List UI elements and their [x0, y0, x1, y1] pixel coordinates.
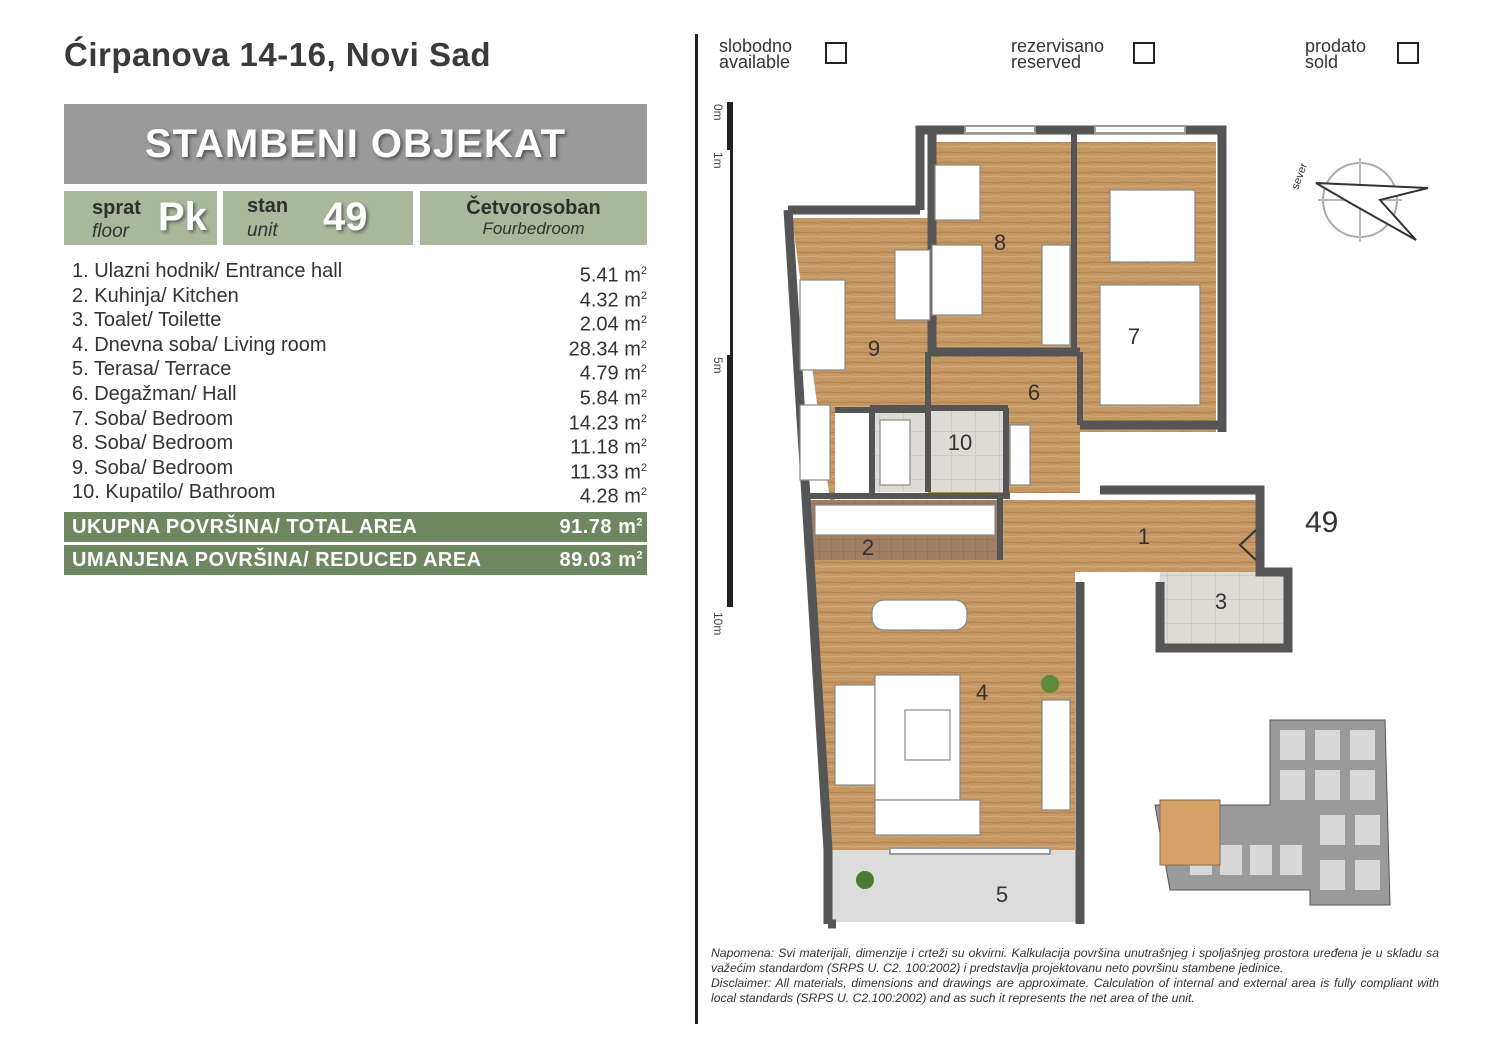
scale-bar-segment — [727, 355, 733, 607]
scale-bar-segment — [727, 102, 733, 150]
room-number: 8 — [993, 230, 1007, 255]
floor-value: Pk — [158, 195, 207, 239]
floor-label: sprat — [92, 197, 141, 219]
room-number: 2 — [861, 535, 875, 560]
scale-label: 0m — [711, 104, 725, 121]
room-number: 7 — [1127, 324, 1141, 349]
total-area-label: UKUPNA POVRŠINA/ TOTAL AREA — [72, 515, 418, 538]
room-number: 1 — [1137, 524, 1151, 549]
scale-label: 5m — [711, 357, 725, 374]
type-label-en: Fourbedroom — [482, 219, 585, 238]
list-item: 2. Kuhinja/ Kitchen 4.32 $m^2$ — [72, 284, 647, 312]
list-item: 9. Soba/ Bedroom 11.33 $m^2$ — [72, 456, 647, 484]
legend-reserved: rezervisano reserved — [1011, 38, 1104, 70]
list-item: 3. Toalet/ Toilette 2.04 $m^2$ — [72, 309, 647, 336]
compass-label: sever — [1289, 161, 1311, 192]
room-number: 5 — [995, 882, 1009, 907]
floor-label-en: floor — [92, 221, 129, 242]
room-number: 10 — [947, 430, 973, 455]
list-item: 6. Degažman/ Hall 5.84 $m^2$ — [72, 382, 647, 410]
page-title: Ćirpanova 14-16, Novi Sad — [64, 36, 491, 73]
unit-box — [223, 191, 413, 245]
unit-value: 49 — [323, 195, 368, 239]
type-box — [420, 191, 647, 245]
reduced-area-bar — [64, 545, 647, 575]
list-item: 1. Ulazni hodnik/ Entrance hall 5.41 $m^2$ — [72, 260, 647, 287]
divider — [695, 34, 698, 1024]
unit-label: stan — [247, 195, 289, 217]
sold-checkbox[interactable] — [1397, 42, 1419, 64]
legend-available: slobodno available — [719, 38, 792, 70]
reduced-area-value: 89.03 $m^2$ — [559, 548, 643, 571]
list-item: 8. Soba/ Bedroom 11.18 $m^2$ — [72, 432, 647, 459]
key-plan — [1150, 715, 1395, 910]
reserved-checkbox[interactable] — [1133, 42, 1155, 64]
reduced-area-label: UMANJENA POVRŠINA/ REDUCED AREA — [72, 548, 482, 571]
list-item: 10. Kupatilo/ Bathroom 4.28 $m^2$ — [72, 481, 647, 508]
unit-marker: 49 — [1305, 506, 1339, 539]
total-area-bar — [64, 512, 647, 542]
room-number: 3 — [1214, 589, 1228, 614]
available-checkbox[interactable] — [825, 42, 847, 64]
legend-sold: prodato sold — [1305, 38, 1366, 70]
compass-icon — [1280, 150, 1440, 250]
list-item: 4. Dnevna soba/ Living room 28.34 $m^2$ — [72, 333, 647, 361]
total-area-value: 91.78 $m^2$ — [559, 515, 643, 538]
list-item: 7. Soba/ Bedroom 14.23 $m^2$ — [72, 407, 647, 435]
room-number: 9 — [867, 336, 881, 361]
banner-text: STAMBENI OBJEKAT — [144, 121, 567, 166]
building-banner — [64, 104, 647, 184]
scale-label: 10m — [711, 612, 725, 636]
room-number: 4 — [975, 680, 989, 705]
scale-label: 1m — [711, 152, 725, 169]
disclaimer-note: Napomena: Svi materijali, dimenzije i crteži su okvirni. Kalkulacija površina unutrašnjeg i spoljašnjeg prostora uređena je u skladu sa važećim standardom (SRPS U. C2. 100:2002) i predstavlja projektovanu neto površinu stambene jedinice. Disclaimer: All materials, dimensions and drawings are approximate. Calculation of internal and external area is fully compliant with local standards (SRPS U. C2.100:2002) and as such it represents the net area of the unit. — [711, 946, 1439, 1005]
room-number: 6 — [1027, 380, 1041, 405]
floor-box — [64, 191, 217, 245]
room-list — [72, 259, 647, 508]
type-label: Četvorosoban — [466, 197, 601, 219]
scale-bar-segment — [730, 150, 733, 355]
list-item: 5. Terasa/ Terrace 4.79 $m^2$ — [72, 358, 647, 386]
unit-label-en: unit — [247, 220, 278, 241]
